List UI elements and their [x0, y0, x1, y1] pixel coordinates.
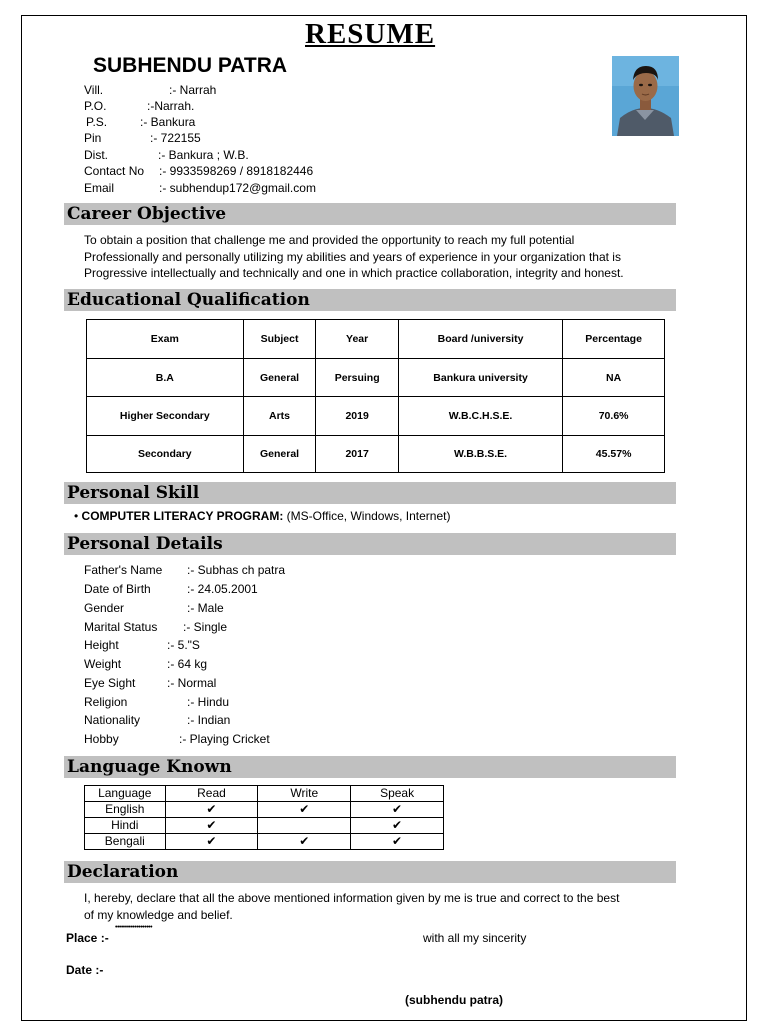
bullet-icon: •	[74, 509, 79, 523]
detail-row: Eye Sight :- Normal	[84, 676, 217, 690]
resume-title: RESUME	[305, 18, 436, 50]
detail-row: Gender :- Male	[84, 601, 224, 615]
detail-row: Religion :- Hindu	[84, 695, 230, 709]
career-objective-text: To obtain a position that challenge me and provided the opportunity to reach my full potential Professionally and personally utilizing my abilities and years of experience in your organization that is Progressive intellectually and technically and one in which practice collaboration, integrity and honest.	[84, 233, 624, 280]
check-icon: ✔	[392, 834, 403, 848]
detail-row: Date of Birth :- 24.05.2001	[84, 582, 258, 596]
check-icon: ✔	[299, 802, 310, 816]
education-heading: Educational Qualification	[64, 289, 676, 311]
place-dots: •••••••••••••••••••	[115, 924, 153, 931]
address-row: Pin :- 722155	[84, 131, 201, 145]
declaration-text: I, hereby, declare that all the above mentioned information given by me is true and correct to the best of my knowledge and belief.	[84, 891, 620, 922]
place-label: Place :-	[66, 931, 109, 945]
detail-row: Marital Status :- Single	[84, 620, 228, 634]
address-row: Email :- subhendup172@gmail.com	[84, 181, 316, 195]
personal-skill-heading: Personal Skill	[64, 482, 676, 504]
language-table	[84, 785, 444, 850]
resume-page	[21, 15, 747, 1021]
detail-row: Nationality :- Indian	[84, 713, 231, 727]
detail-row: Father's Name :- Subhas ch patra	[84, 563, 286, 577]
skill-item: • COMPUTER LITERACY PROGRAM: (MS-Office, Windows, Internet)	[74, 509, 451, 523]
check-icon: ✔	[392, 818, 403, 832]
personal-details-heading: Personal Details	[64, 533, 676, 555]
career-objective-heading: Career Objective	[64, 203, 676, 225]
detail-row: Height :- 5."S	[84, 638, 200, 652]
date-label: Date :-	[66, 963, 104, 977]
check-icon: ✔	[206, 818, 217, 832]
profile-photo	[612, 56, 679, 136]
check-icon: ✔	[206, 802, 217, 816]
language-heading: Language Known	[64, 756, 676, 778]
table-row: English ✔ ✔ ✔	[85, 802, 444, 818]
check-icon: ✔	[206, 834, 217, 848]
detail-row: Weight :- 64 kg	[84, 657, 208, 671]
table-row: Higher Secondary Arts 2019 W.B.C.H.S.E. 70.6%	[87, 397, 665, 436]
table-header-row: Language Read Write Speak	[85, 786, 444, 802]
sincerity-text: with all my sincerity	[423, 931, 527, 945]
address-row: Dist. :- Bankura ; W.B.	[84, 148, 249, 162]
address-row: Vill. :- Narrah	[84, 83, 217, 97]
table-row: Hindi ✔ ✔	[85, 818, 444, 834]
table-header-row: Exam Subject Year Board /university Percentage	[87, 320, 665, 359]
check-icon: ✔	[392, 802, 403, 816]
address-row: Contact No :- 9933598269 / 8918182446	[84, 164, 314, 178]
education-table	[86, 319, 665, 473]
table-row: Bengali ✔ ✔ ✔	[85, 834, 444, 850]
signature-name: (subhendu patra)	[405, 993, 503, 1007]
candidate-name: SUBHENDU PATRA	[93, 54, 288, 77]
declaration-heading: Declaration	[64, 861, 676, 883]
address-row: P.O. :-Narrah.	[84, 99, 195, 113]
table-row: B.A General Persuing Bankura university NA	[87, 359, 665, 397]
address-row: P.S. :- Bankura	[86, 115, 196, 129]
check-icon: ✔	[299, 834, 310, 848]
detail-row: Hobby :- Playing Cricket	[84, 732, 270, 746]
table-row: Secondary General 2017 W.B.B.S.E. 45.57%	[87, 436, 665, 473]
